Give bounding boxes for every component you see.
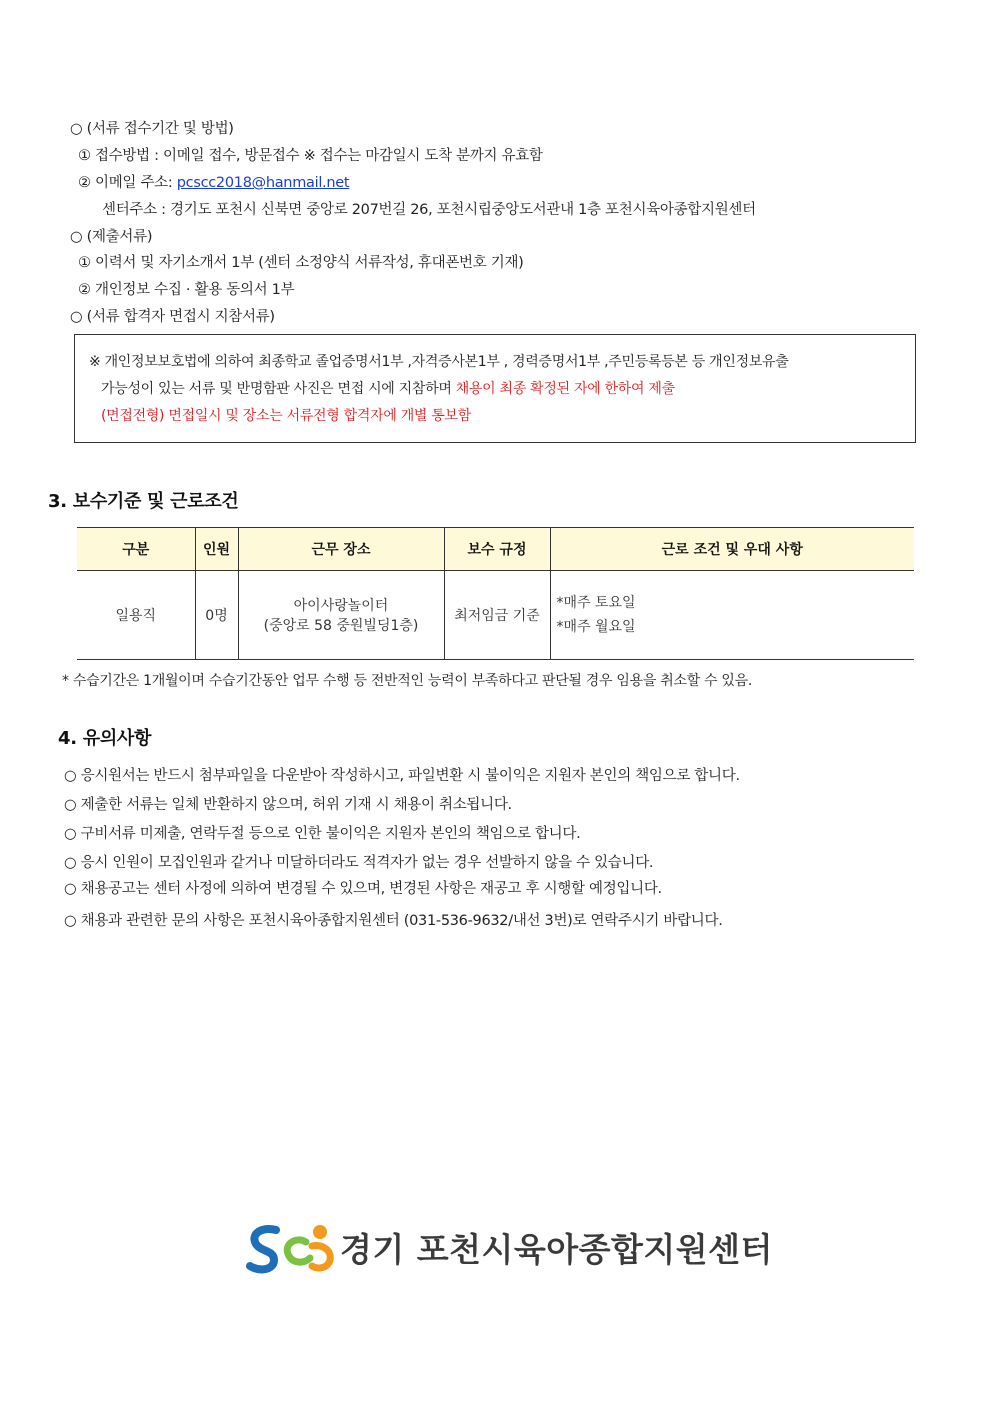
place-name: 아이사랑놀이터 — [293, 598, 389, 614]
email-label: ② 이메일 주소: — [78, 175, 177, 191]
list-item: ○ 채용과 관련한 문의 사항은 포천시육아종합지원센터 (031-536-9632/내선 3번)로 연락주시기 바랍니다. — [64, 913, 723, 929]
cell-pay: 최저임금 기준 — [444, 571, 550, 660]
condition-line-1: *매주 토요일 — [556, 595, 636, 611]
notice-line-1: ※ 개인정보보호법에 의하여 최종학교 졸업증명서1부 ,자격증사본1부 , 경력증명서1부 ,주민등록등본 등 개인정보유출 — [89, 354, 789, 370]
list-item: ○ 응시원서는 반드시 첨부파일을 다운받아 작성하시고, 파일변환 시 불이익은 지원자 본인의 책임으로 합니다. — [64, 768, 740, 784]
probation-note: * 수습기간은 1개월이며 수습기간동안 업무 수행 등 전반적인 능력이 부족하다고 판단될 경우 임용을 취소할 수 있음. — [62, 673, 753, 689]
scc-logo-icon — [246, 1220, 336, 1276]
documents-item-2: ② 개인정보 수집 · 활용 동의서 1부 — [78, 282, 295, 298]
list-item: ○ 제출한 서류는 일체 반환하지 않으며, 허위 기재 시 채용이 취소됩니다. — [64, 797, 512, 813]
notice-line-3: (면접전형) 면접일시 및 장소는 서류전형 합격자에 개별 통보함 — [101, 408, 471, 424]
cell-type: 일용직 — [77, 571, 195, 660]
place-address: (중앙로 58 중원빌딩1층) — [263, 618, 419, 634]
org-name: 경기 포천시육아종합지원센터 — [340, 1230, 773, 1269]
list-item: ○ 채용공고는 센터 사정에 의하여 변경될 수 있으며, 변경된 사항은 재공고 후 시행할 예정입니다. — [64, 881, 662, 897]
list-item: ○ 응시 인원이 모집인원과 같거나 미달하더라도 적격자가 없는 경우 선발하지 않을 수 있습니다. — [64, 855, 654, 871]
notice-line-2-highlight: 채용이 최종 확정된 자에 한하여 제출 — [455, 381, 675, 397]
table-row — [77, 571, 914, 660]
section-4-title: 4. 유의사항 — [58, 728, 152, 749]
cell-count: 0명 — [195, 571, 238, 660]
documents-item-1: ① 이력서 및 자기소개서 1부 (센터 소정양식 서류작성, 휴대폰번호 기재) — [78, 255, 524, 271]
footer-logo — [246, 1220, 773, 1276]
center-address: 센터주소 : 경기도 포천시 신북면 중앙로 207번길 26, 포천시립중앙도서관내 1층 포천시육아종합지원센터 — [102, 202, 756, 218]
col-condition-header: 근로 조건 및 우대 사항 — [550, 528, 914, 571]
pay-table-header-row — [77, 528, 914, 571]
col-type-header: 구분 — [77, 528, 195, 571]
notice-line-2 — [101, 379, 675, 399]
reception-method: ① 접수방법 : 이메일 접수, 방문접수 ※ 접수는 마감일시 도착 분까지 유효함 — [78, 148, 543, 164]
condition-line-2: *매주 월요일 — [556, 619, 636, 635]
col-place-header: 근무 장소 — [238, 528, 444, 571]
cell-place — [238, 571, 444, 660]
list-item: ○ 구비서류 미제출, 연락두절 등으로 인한 불이익은 지원자 본인의 책임으로 합니다. — [64, 826, 581, 842]
col-count-header: 인원 — [195, 528, 238, 571]
pay-table — [77, 527, 914, 660]
col-pay-header: 보수 규정 — [444, 528, 550, 571]
section-3-title: 3. 보수기준 및 근로조건 — [48, 491, 239, 512]
email-link[interactable]: pcscc2018@hanmail.net — [176, 175, 350, 191]
notice-line-2-text: 가능성이 있는 서류 및 반명함판 사진은 면접 시에 지참하며 — [101, 381, 456, 397]
pass-docs-header: ○ (서류 합격자 면접시 지참서류) — [70, 309, 275, 325]
reception-email-line — [78, 173, 349, 193]
cell-condition — [550, 571, 914, 660]
documents-header: ○ (제출서류) — [70, 229, 153, 245]
reception-header: ○ (서류 접수기간 및 방법) — [70, 121, 234, 137]
notice-box — [74, 334, 916, 443]
